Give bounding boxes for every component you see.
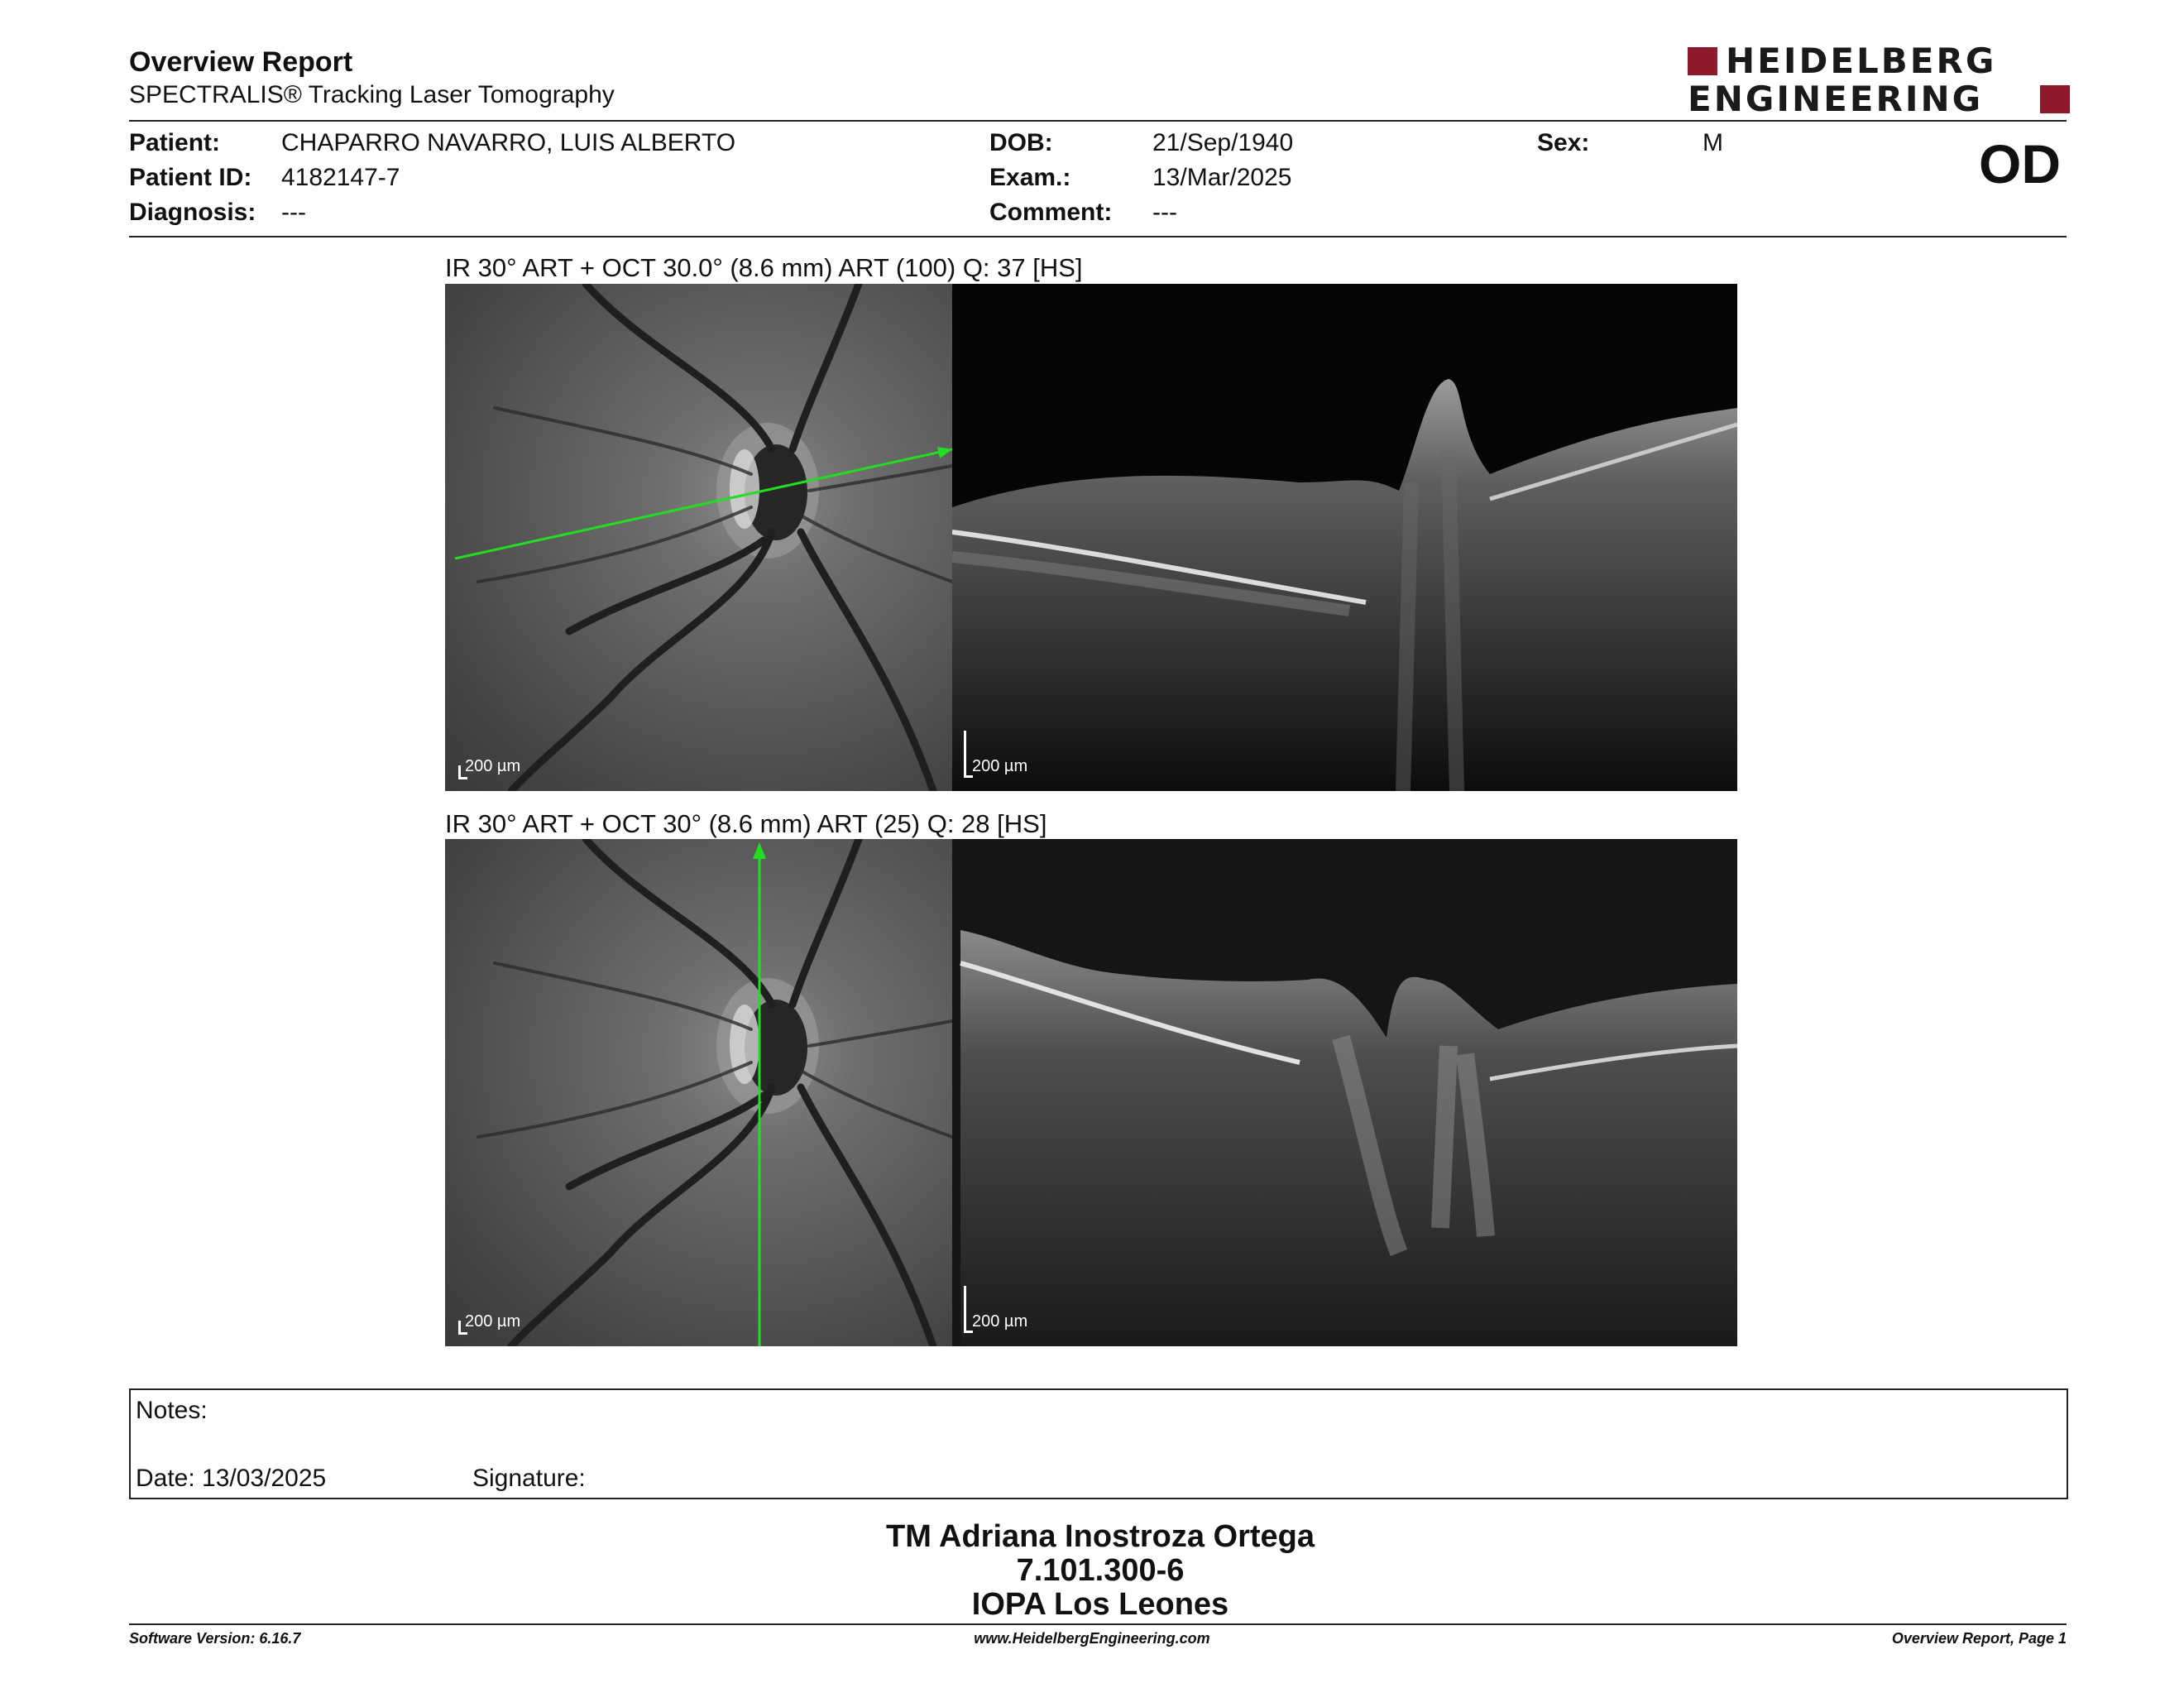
scan-1-fundus-scale-label: 200 µm <box>465 757 521 775</box>
exam-value: 13/Mar/2025 <box>1152 164 1292 191</box>
header-rule-top <box>129 120 2067 122</box>
scan-2-title: IR 30° ART + OCT 30° (8.6 mm) ART (25) Q: 28 [HS] <box>445 809 1047 838</box>
notes-date: Date: 13/03/2025 <box>136 1465 327 1492</box>
logo-square-bottom <box>2040 85 2070 113</box>
logo-square-top <box>1688 47 1717 75</box>
scan-2-oct-image <box>952 839 1737 1346</box>
logo-line-2: ENGINEERING <box>1688 79 1984 119</box>
footer-rule <box>129 1623 2067 1625</box>
notes-box <box>129 1388 2068 1499</box>
scan-2-fundus-image <box>445 839 952 1346</box>
signature-label: Signature: <box>472 1465 586 1492</box>
dob-label: DOB: <box>989 129 1053 156</box>
website-link[interactable]: www.HeidelbergEngineering.com <box>974 1630 1210 1647</box>
patient-label: Patient: <box>129 129 221 156</box>
comment-value: --- <box>1152 199 1177 226</box>
dob-value: 21/Sep/1940 <box>1152 129 1294 156</box>
signatory-name: TM Adriana Inostroza Ortega <box>886 1519 1315 1554</box>
patient-id-label: Patient ID: <box>129 164 252 191</box>
scan-1-oct-image <box>952 284 1737 791</box>
report-title: Overview Report <box>129 46 353 78</box>
signatory-institution: IOPA Los Leones <box>971 1587 1229 1622</box>
software-version: Software Version: 6.16.7 <box>129 1630 301 1647</box>
scan-1-fundus-image <box>445 284 952 791</box>
sex-value: M <box>1703 129 1723 156</box>
logo-line-1: HEIDELBERG <box>1726 41 1997 81</box>
scan-2-oct-svg <box>952 839 1737 1346</box>
scan-1-title: IR 30° ART + OCT 30.0° (8.6 mm) ART (100) Q: 37 [HS] <box>445 253 1083 282</box>
scan-1-oct-scale-label: 200 µm <box>972 757 1028 775</box>
patient-name: CHAPARRO NAVARRO, LUIS ALBERTO <box>281 129 736 156</box>
report-subtitle: SPECTRALIS® Tracking Laser Tomography <box>129 81 615 108</box>
header-rule-bottom <box>129 236 2067 237</box>
exam-label: Exam.: <box>989 164 1071 191</box>
diagnosis-label: Diagnosis: <box>129 199 256 226</box>
scan-2-scan-arrow <box>753 842 766 859</box>
diagnosis-value: --- <box>281 199 306 226</box>
scan-1-fundus-svg <box>445 284 952 791</box>
scan-2-fundus-scale-label: 200 µm <box>465 1312 521 1331</box>
scan-2-fundus-svg <box>445 839 952 1346</box>
scan-1-oct-svg <box>952 284 1737 791</box>
sex-label: Sex: <box>1537 129 1590 156</box>
page-indicator: Overview Report, Page 1 <box>1891 1630 2067 1647</box>
notes-label: Notes: <box>136 1397 208 1424</box>
heidelberg-logo <box>1688 41 2070 119</box>
scan-2-oct-scale-label: 200 µm <box>972 1312 1028 1331</box>
patient-id-value: 4182147-7 <box>281 164 400 191</box>
signatory-id: 7.101.300-6 <box>1016 1553 1185 1588</box>
comment-label: Comment: <box>989 199 1113 226</box>
eye-indicator: OD <box>1979 133 2061 194</box>
scan-1-scan-line <box>455 449 952 559</box>
